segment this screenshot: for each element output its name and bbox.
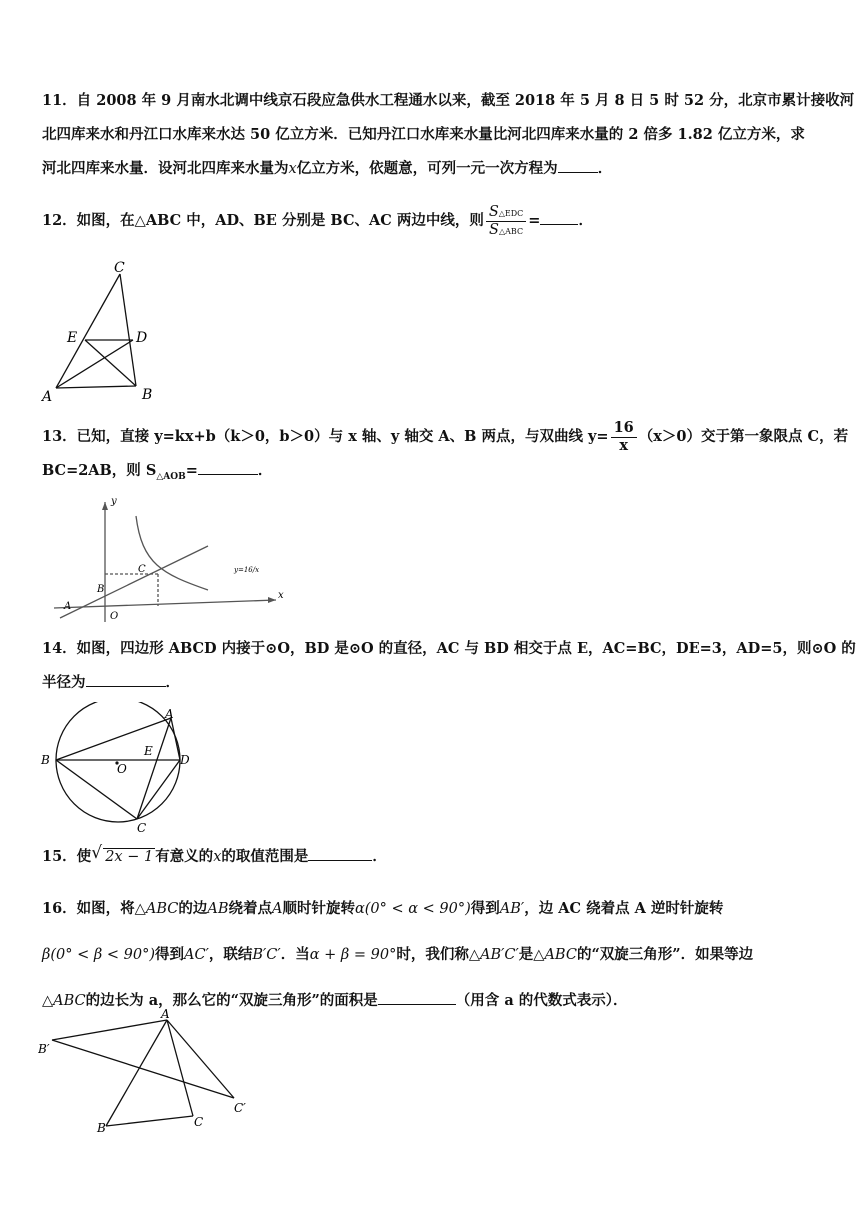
double-rotation-figure xyxy=(38,1008,268,1140)
q13-line-1: 13．已知，直接 y=kx+b（k＞0，b＞0）与 x 轴、y 轴交 A、B 两点，与双曲线 y= $\frac{16}{x}$ （x＞0）交于第一象限点 C，若 xyxy=(42,419,849,454)
answer-blank xyxy=(558,156,598,173)
question-11 xyxy=(42,84,855,186)
point-label-b: B xyxy=(142,387,153,403)
answer-blank xyxy=(86,670,166,687)
hyperbola-figure xyxy=(50,494,290,630)
q13-line-2: BC=2AB，则 $S_{\triangle AOB}=$ ． xyxy=(42,454,832,494)
curve-label: y=16/x xyxy=(234,566,260,574)
point-label-b-prime: B′ xyxy=(38,1042,50,1056)
point-label-b: B xyxy=(41,753,50,767)
question-15 xyxy=(42,840,832,874)
axis-label-y: y xyxy=(111,496,117,507)
point-label-c: C xyxy=(114,260,125,276)
axis-label-x: x xyxy=(278,590,284,601)
point-label-c: C xyxy=(194,1115,204,1129)
area-ratio-fraction: $\frac{\text{S△EDC}}{\text{S△ABC}}$ xyxy=(486,204,526,238)
circle-figure xyxy=(38,702,198,840)
q14-line-1: 14．如图，四边形 ABCD 内接于⊙O，BD 是⊙O 的直径，AC 与 BD 相交于点 E，AC=BC，DE=3，AD=5，则⊙O 的 xyxy=(42,640,856,657)
answer-blank xyxy=(198,458,258,475)
q15-line: 15．使 √ 2x − 1 有意义的x的取值范围是 ． xyxy=(42,840,832,874)
point-label-a: A xyxy=(161,1008,170,1021)
q11-line-3: 河北四库来水量．设河北四库来水量为x亿立方米，依题意，可列一元一次方程为 ． xyxy=(42,152,832,186)
q16-line-3: △ABC的边长为 a，那么它的“双旋三角形”的面积是 （用含 a 的代数式表示）． xyxy=(42,978,832,1024)
q16-line-1: 16．如图，将△ABC的边AB绕着点A顺时针旋转α(0° < α < 90°)得到AB′，边 AC 绕着点 A 逆时针旋转 xyxy=(42,900,724,917)
point-label-b: B xyxy=(97,1121,106,1135)
triangle-figure xyxy=(40,258,170,408)
q11-line-2: 北四库来水和丹江口水库来水达 50 亿立方米．已知丹江口水库来水量比河北四库来水量的 2 倍多 1.82 亿立方米，求 xyxy=(42,126,805,143)
point-label-a: A xyxy=(165,707,174,721)
q14-line-2: 半径为 ． xyxy=(42,666,832,700)
point-label-c: C xyxy=(137,821,147,835)
point-label-a: A xyxy=(42,389,53,404)
q12-line: 12．如图，在△ABC 中，AD、BE 分别是 BC、AC 两边中线，则 $\frac{\text{S△EDC}}{\text{S△ABC}}$ = ． xyxy=(42,204,593,238)
origin-label: O xyxy=(110,611,119,622)
point-label-e: E xyxy=(144,744,153,758)
hyperbola-fraction: $\frac{16}{x}$ xyxy=(611,420,637,454)
question-14 xyxy=(42,632,856,700)
square-root: √ 2x − 1 xyxy=(91,843,154,865)
point-label-e: E xyxy=(67,330,78,346)
answer-blank xyxy=(378,988,456,1005)
answer-blank xyxy=(308,844,372,861)
answer-blank xyxy=(540,208,578,225)
point-label-d: D xyxy=(180,753,190,767)
point-label-a: A xyxy=(64,601,72,612)
question-12 xyxy=(42,204,832,238)
point-label-d: D xyxy=(136,330,148,346)
point-label-b: B xyxy=(97,584,105,595)
question-16 xyxy=(42,886,832,1024)
q16-line-2: β(0° < β < 90°)得到AC′，联结B′C′．当α + β = 90°时，我们称△AB′C′是△ABC的“双旋三角形”．如果等边 xyxy=(42,946,754,963)
point-label-c-prime: C′ xyxy=(234,1101,246,1115)
point-label-c: C xyxy=(138,564,146,575)
q11-line-1: 11．自 2008 年 9 月南水北调中线京石段应急供水工程通水以来，截至 2018 年 5 月 8 日 5 时 52 分，北京市累计接收河 xyxy=(42,92,855,109)
question-13 xyxy=(42,419,849,494)
center-label-o: O xyxy=(117,762,127,776)
